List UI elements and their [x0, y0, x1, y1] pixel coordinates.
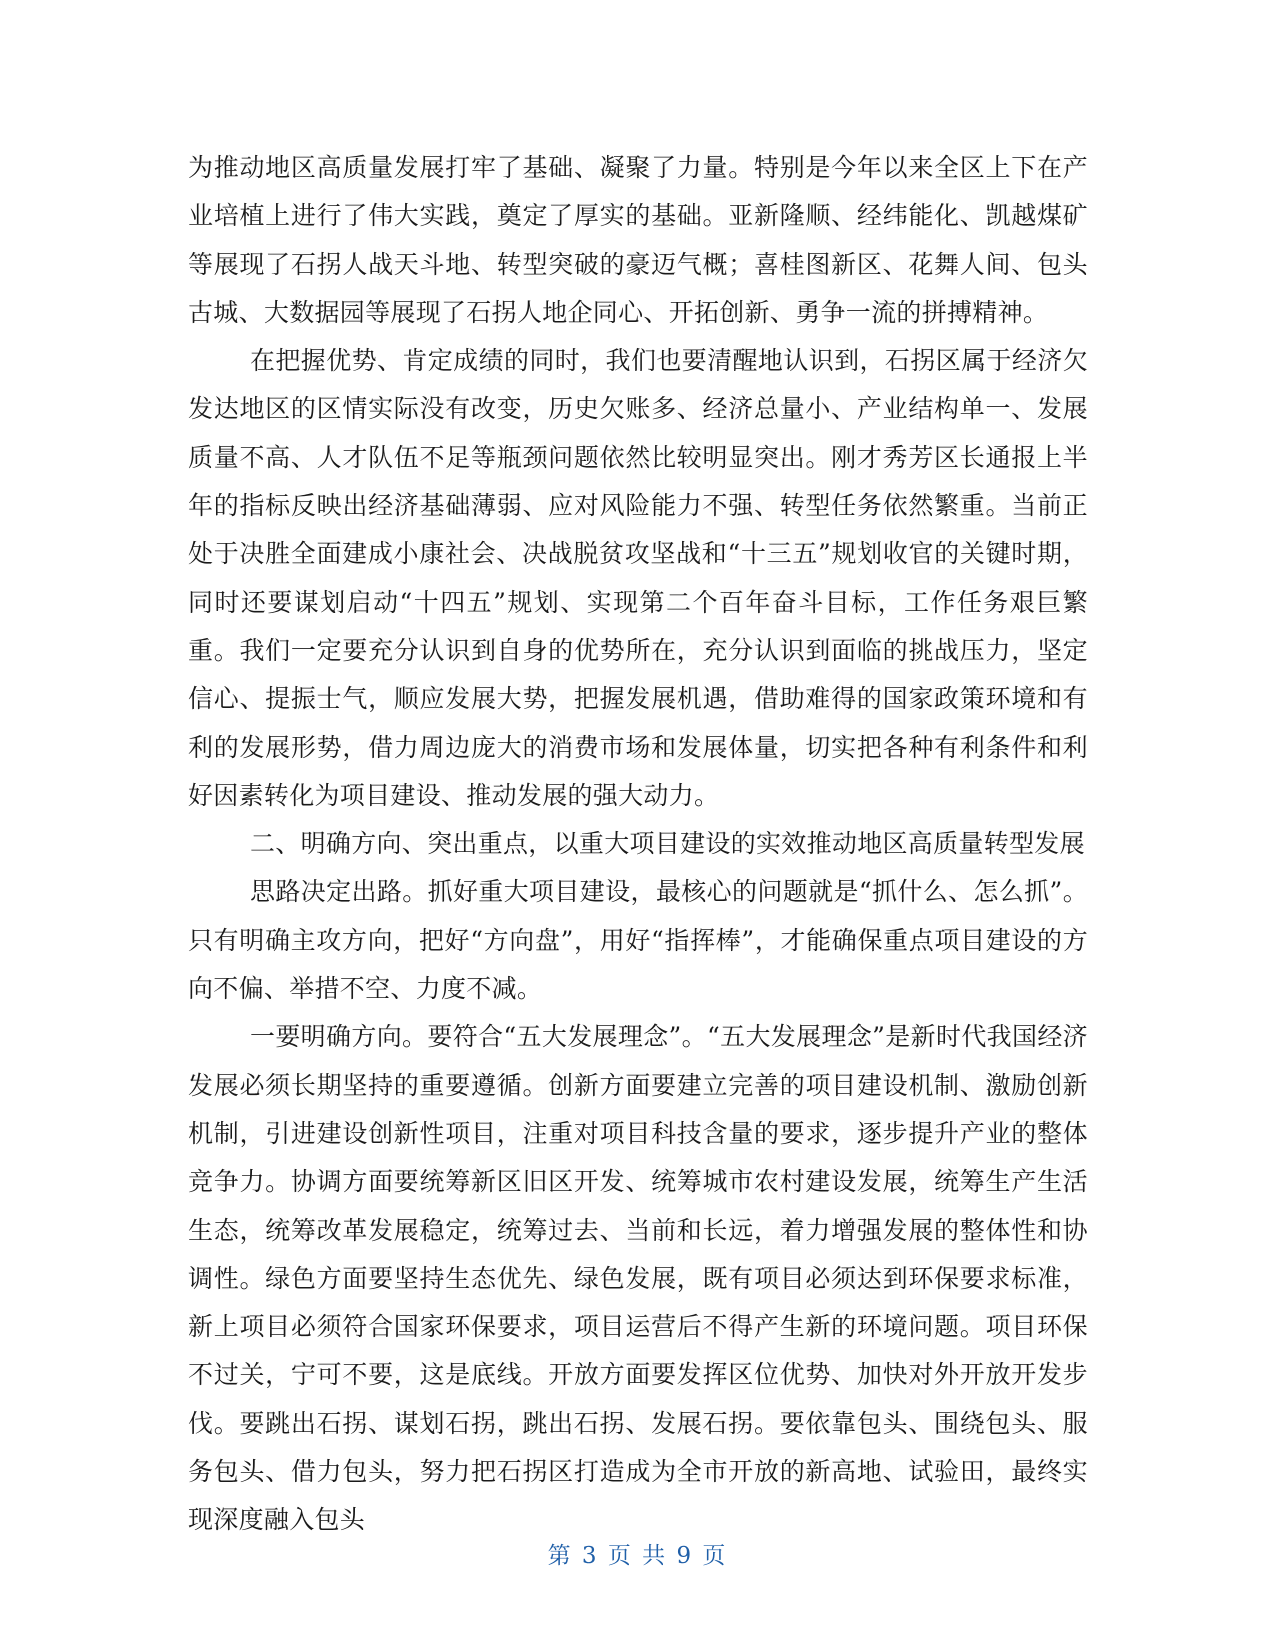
footer-prefix: 第: [547, 1543, 573, 1569]
paragraph-2: 在把握优势、肯定成绩的同时，我们也要清醒地认识到，石拐区属于经济欠发达地区的区情实际没有改变，历史欠账多、经济总量小、产业结构单一、发展质量不高、人才队伍不足等瓶颈问题依然比较明显突出。刚才秀芳区长通报上半年的指标反映出经济基础薄弱、应对风险能力不强、转型任务依然繁重。当前正处于决胜全面建成小康社会、决战脱贫攻坚战和“十三五”规划收官的关键时期，同时还要谋划启动“十四五”规划、实现第二个百年奋斗目标，工作任务艰巨繁重。我们一定要充分认识到自身的优势所在，充分认识到面临的挑战压力，坚定信心、提振士气，顺应发展大势，把握发展机遇，借助难得的国家政策环境和有利的发展形势，借力周边庞大的消费市场和发展体量，切实把各种有利条件和利好因素转化为项目建设、推动发展的强大动力。: [188, 346, 1088, 810]
page-number-footer: [0, 1537, 1275, 1570]
paragraph-3: 思路决定出路。抓好重大项目建设，最核心的问题就是“抓什么、怎么抓”。只有明确主攻方向，把好“方向盘”，用好“指挥棒”，才能确保重点项目建设的方向不偏、举措不空、力度不减。: [188, 877, 1088, 1004]
paragraph-1: 为推动地区高质量发展打牢了基础、凝聚了力量。特别是今年以来全区上下在产业培植上进行了伟大实践，奠定了厚实的基础。亚新隆顺、经纬能化、凯越煤矿等展现了石拐人战天斗地、转型突破的豪迈气概；喜桂图新区、花舞人间、包头古城、大数据园等展现了石拐人地企同心、开拓创新、勇争一流的拼搏精神。: [188, 153, 1088, 327]
total-pages-number: 9: [676, 1543, 694, 1569]
current-page-number: 3: [581, 1543, 599, 1569]
footer-middle: 页 共: [607, 1543, 668, 1569]
document-body: [188, 144, 1088, 1545]
footer-suffix: 页: [702, 1543, 728, 1569]
paragraph-4: 一要明确方向。要符合“五大发展理念”。“五大发展理念”是新时代我国经济发展必须长期坚持的重要遵循。创新方面要建立完善的项目建设机制、激励创新机制，引进建设创新性项目，注重对项目科技含量的要求，逐步提升产业的整体竞争力。协调方面要统筹新区旧区开发、统筹城市农村建设发展，统筹生产生活生态，统筹改革发展稳定，统筹过去、当前和长远，着力增强发展的整体性和协调性。绿色方面要坚持生态优先、绿色发展，既有项目必须达到环保要求标准，新上项目必须符合国家环保要求，项目运营后不得产生新的环境问题。项目环保不过关，宁可不要，这是底线。开放方面要发挥区位优势、加快对外开放开发步伐。要跳出石拐、谋划石拐，跳出石拐、发展石拐。要依靠包头、围绕包头、服务包头、借力包头，努力把石拐区打造成为全市开放的新高地、试验田，最终实现深度融入包头: [188, 1022, 1088, 1535]
section-heading: 二、明确方向、突出重点，以重大项目建设的实效推动地区高质量转型发展: [250, 829, 1085, 859]
